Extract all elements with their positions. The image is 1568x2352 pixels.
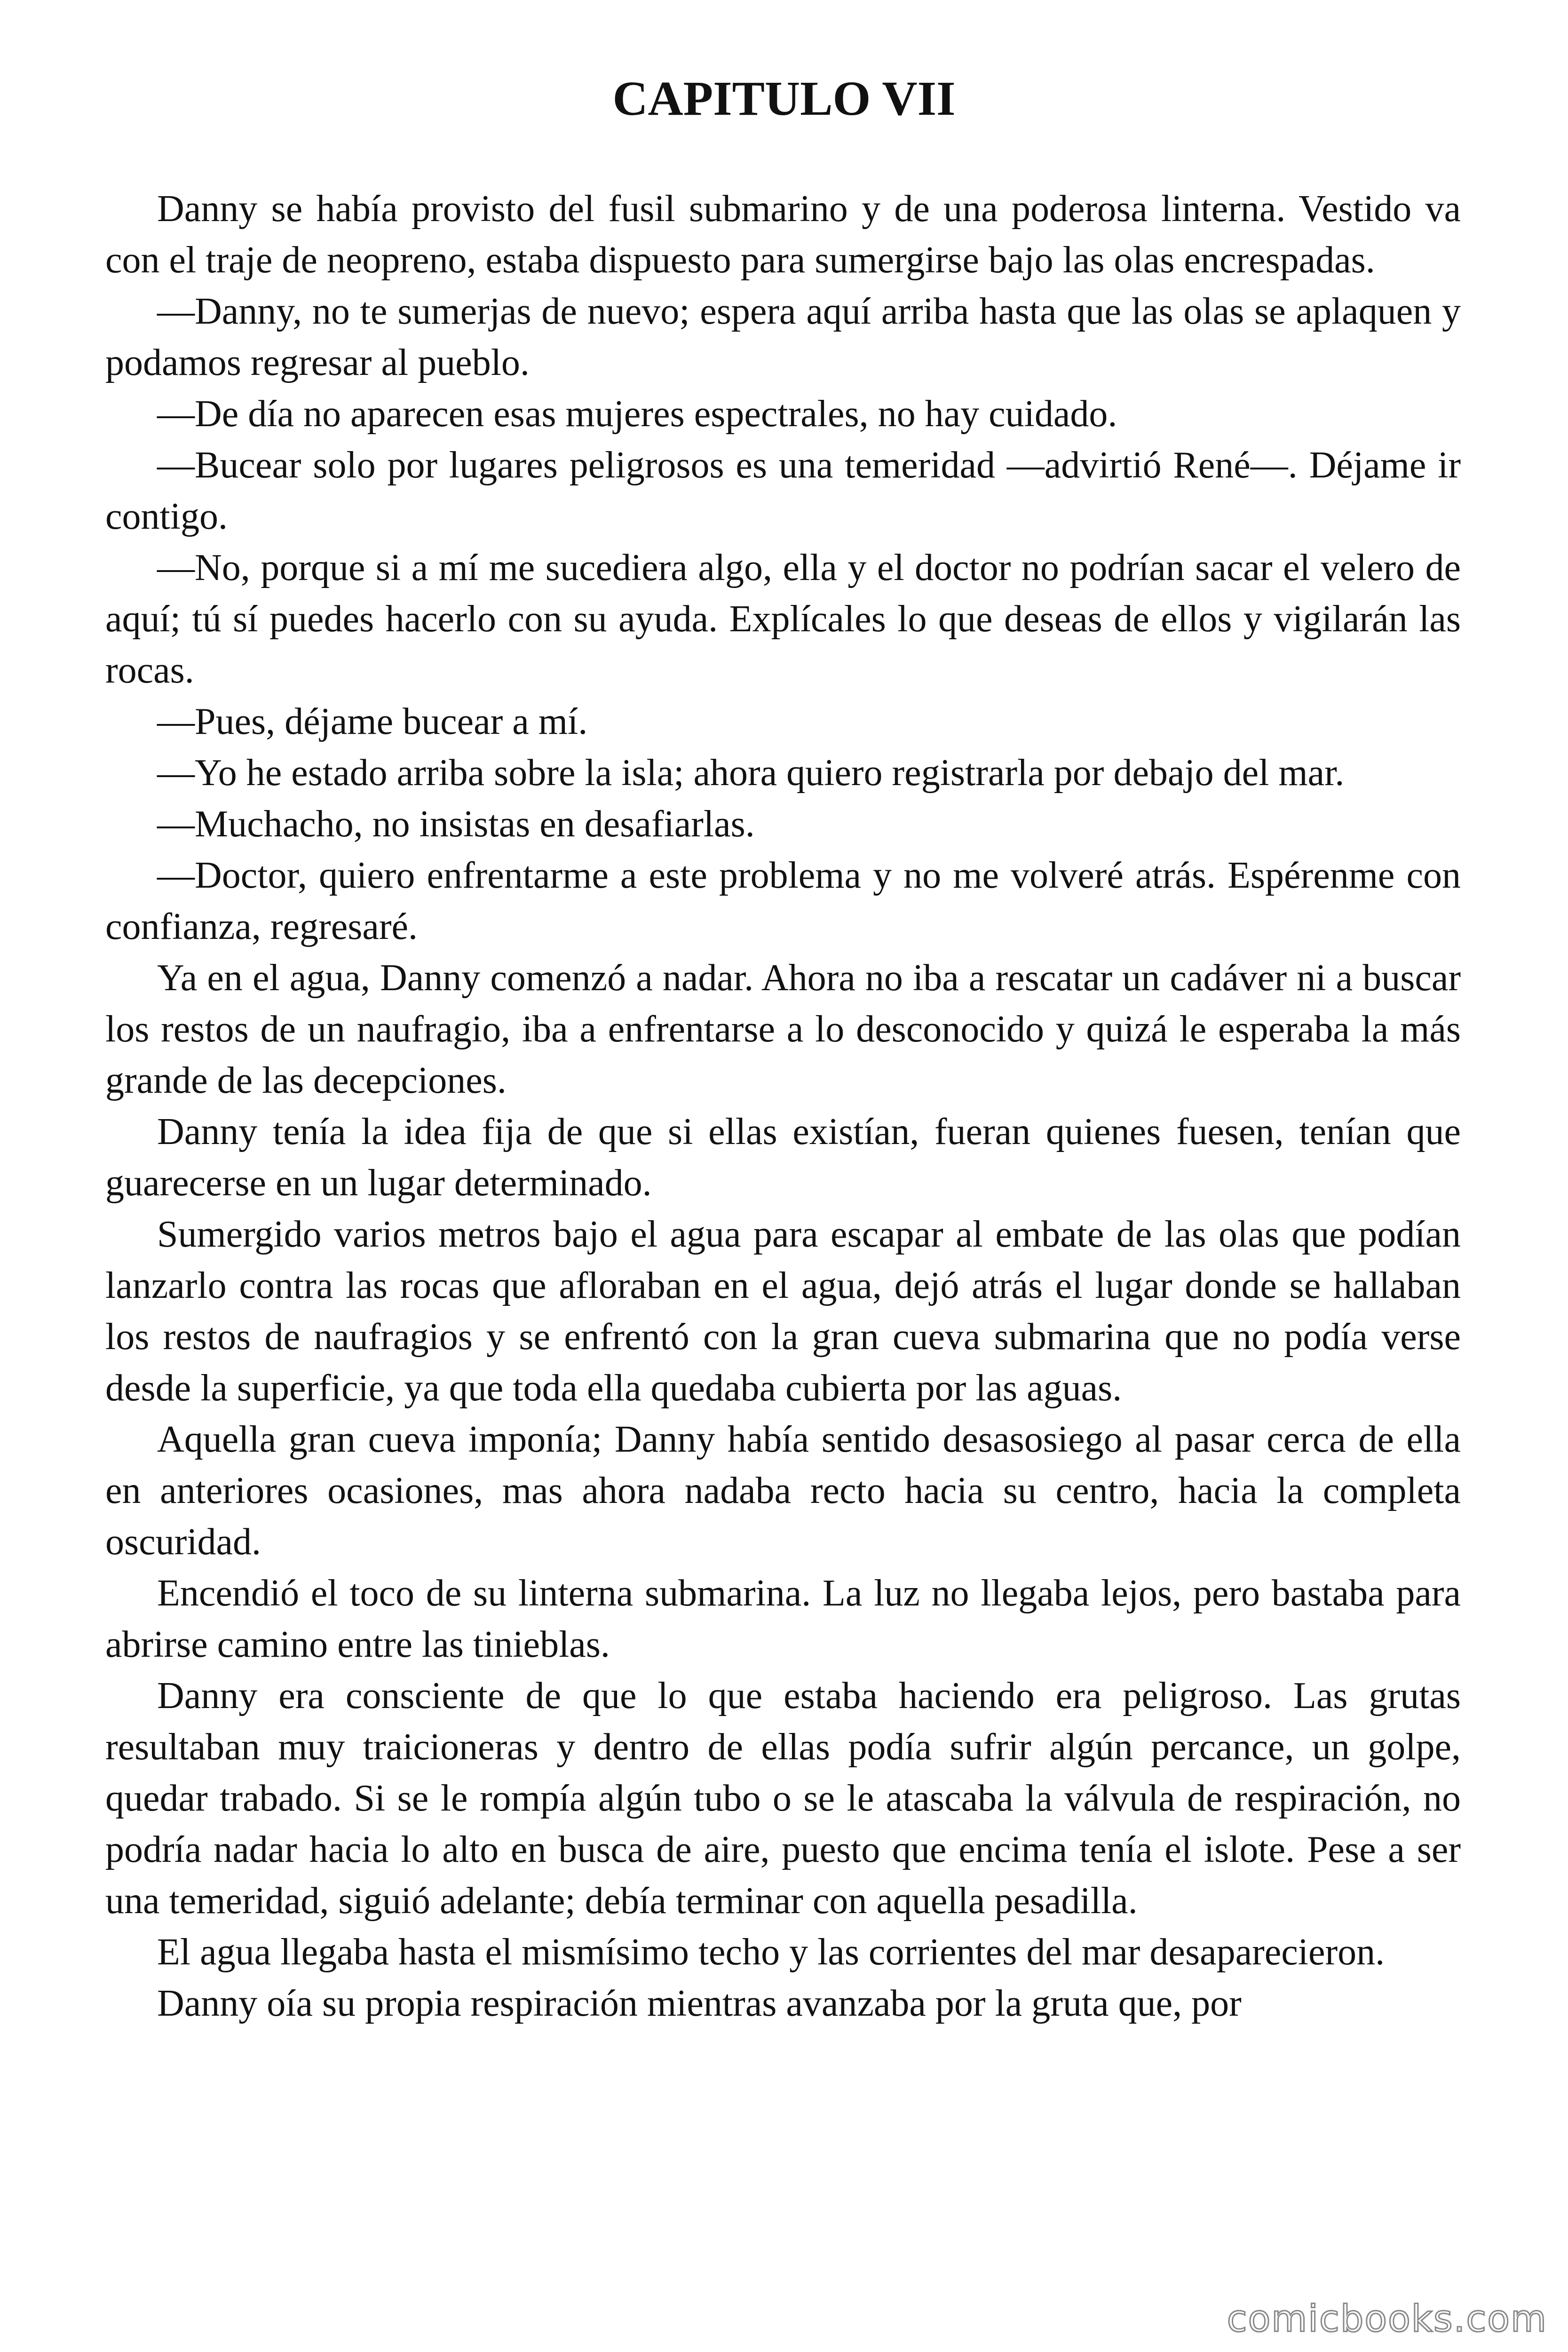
paragraph: —De día no aparecen esas mujeres espectrales, no hay cuidado. (157, 393, 1117, 435)
paragraph: —Yo he estado arriba sobre la isla; ahora quiero registrarla por debajo del mar. (157, 752, 1345, 794)
paragraph: —Doctor, quiero enfrentarme a este problema y no me volveré atrás. Espérenme con confianza, regresaré. (105, 855, 1461, 947)
paragraph: —Bucear solo por lugares peligrosos es una temeridad —advirtió René—. Déjame ir contigo. (105, 445, 1461, 537)
watermark: comicbooks.com (1227, 2298, 1547, 2340)
paragraph: Aquella gran cueva imponía; Danny había sentido desasosiego al pasar cerca de ella en anteriores ocasiones, mas ahora nadaba recto hacia su centro, hacia la completa oscuridad. (105, 1419, 1461, 1563)
paragraph: —No, porque si a mí me sucediera algo, ella y el doctor no podrían sacar el velero de aquí; tú sí puedes hacerlo con su ayuda. Explícales lo que deseas de ellos y vigilarán las rocas. (105, 547, 1461, 691)
paragraph: —Danny, no te sumerjas de nuevo; espera aquí arriba hasta que las olas se aplaquen y podamos regresar al pueblo. (105, 291, 1461, 383)
paragraph: El agua llegaba hasta el mismísimo techo y las corrientes del mar desaparecieron. (157, 1931, 1385, 1973)
paragraph: Danny se había provisto del fusil submarino y de una poderosa linterna. Vestido va con el traje de neopreno, estaba dispuesto para sumergirse bajo las olas encrespadas. (105, 188, 1461, 281)
paragraph: Danny tenía la idea fija de que si ellas existían, fueran quienes fuesen, tenían que guarecerse en un lugar determinado. (105, 1111, 1461, 1204)
paragraph: Danny oía su propia respiración mientras avanzaba por la gruta que, por (157, 1983, 1242, 2024)
paragraph: —Pues, déjame bucear a mí. (157, 701, 588, 742)
paragraph: —Muchacho, no insistas en desafiarlas. (157, 803, 755, 845)
chapter-body (105, 183, 1461, 2029)
paragraph: Ya en el agua, Danny comenzó a nadar. Ahora no iba a rescatar un cadáver ni a buscar los restos de un naufragio, iba a enfrentarse a lo desconocido y quizá le esperaba la más grande de las decepciones. (105, 957, 1461, 1101)
paragraph: Danny era consciente de que lo que estaba haciendo era peligroso. Las grutas resultaban muy traicioneras y dentro de ellas podía sufrir algún percance, un golpe, quedar trabado. Si se le rompía algún tubo o se le atascaba la válvula de respiración, no podría nadar hacia lo alto en busca de aire, puesto que encima tenía el islote. Pese a ser una temeridad, siguió adelante; debía terminar con aquella pesadilla. (105, 1675, 1461, 1922)
paragraph: Sumergido varios metros bajo el agua para escapar al embate de las olas que podían lanzarlo contra las rocas que afloraban en el agua, dejó atrás el lugar donde se hallaban los restos de naufragios y se enfrentó con la gran cueva submarina que no podía verse desde la superficie, ya que toda ella quedaba cubierta por las aguas. (105, 1214, 1461, 1409)
paragraph: Encendió el toco de su linterna submarina. La luz no llegaba lejos, pero bastaba para abrirse camino entre las tinieblas. (105, 1573, 1461, 1665)
chapter-title: CAPITULO VII (612, 72, 956, 126)
